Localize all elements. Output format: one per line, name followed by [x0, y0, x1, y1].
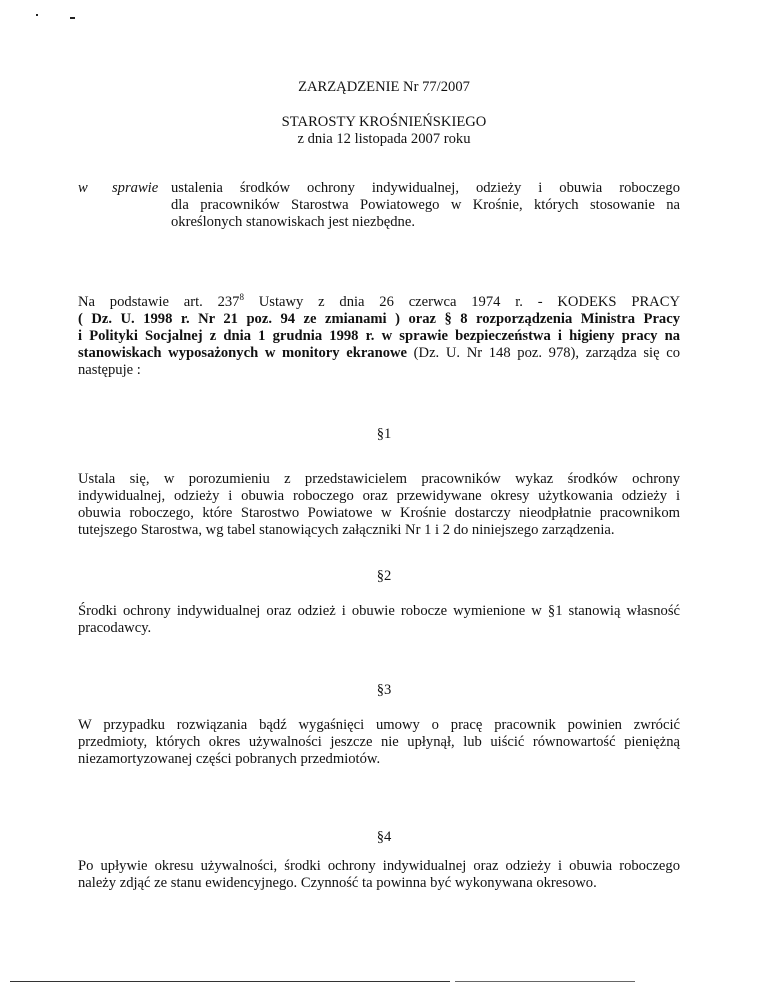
bottom-scan-line: [455, 981, 635, 982]
section-body: [78, 858, 680, 892]
legal-basis-line-3: i Polityki Socjalnej z dnia 1 grudnia 1998 r. w sprawie bezpieczeństwa i higieny pracy na: [78, 328, 680, 344]
document-issuer: STAROSTY KROŚNIEŃSKIEGO: [281, 114, 487, 130]
section-line: indywidualnej, odzieży i obuwia roboczego oraz przewidywane okresy użytkowania odzieży i: [78, 488, 680, 504]
subject-line: dla pracowników Starostwa Powiatowego w Krośnie, których stosowanie na: [171, 197, 680, 213]
legal-basis-line-5: następuje :: [78, 362, 141, 378]
section-line: Ustala się, w porozumieniu z przedstawicielem pracowników wykaz środków ochrony: [78, 471, 680, 487]
article-superscript: 8: [239, 292, 244, 302]
document-title: ZARZĄDZENIE Nr 77/2007: [298, 79, 470, 95]
section-line: przedmioty, których okres używalności jeszcze nie upłynął, lub uiścić równowartość pieniężną: [78, 734, 680, 750]
section-line: Środki ochrony indywidualnej oraz odzież i obuwie robocze wymienione w §1 stanowią własność: [78, 603, 680, 619]
section-line: niezamortyzowanej części pobranych przedmiotów.: [78, 751, 381, 767]
legal-basis-article: Na podstawie art. 237: [78, 294, 240, 310]
document-date: z dnia 12 listopada 2007 roku: [297, 131, 471, 147]
subject-prefix-sprawie: sprawie: [112, 180, 159, 196]
bottom-scan-line: [10, 981, 450, 982]
subject-line: określonych stanowiskach jest niezbędne.: [171, 214, 415, 230]
legal-basis-act: Ustawy z dnia 26 czerwca 1974 r. - KODEKS PRACY: [243, 294, 680, 310]
section-heading: §2: [376, 568, 392, 584]
section-body: [78, 471, 680, 539]
legal-basis: [78, 294, 680, 379]
legal-basis-line-1: [78, 294, 680, 311]
section-body: [78, 717, 680, 768]
section-line: Po upływie okresu używalności, środki ochrony indywidualnej oraz odzieży i obuwia roboczego: [78, 858, 680, 874]
subject-prefix-w: w: [78, 180, 88, 196]
legal-basis-line-4: [78, 345, 680, 362]
section-line: tutejszego Starostwa, wg tabel stanowiących załączniki Nr 1 i 2 do niniejszego zarządzenia.: [78, 522, 615, 538]
legal-basis-rest: (Dz. U. Nr 148 poz. 978), zarządza się co: [407, 345, 680, 361]
subject-text: [171, 180, 680, 231]
legal-basis-bold-part: stanowiskach wyposażonych w monitory ekranowe: [78, 345, 408, 361]
section-line: obuwia roboczego, które Starostwo Powiatowe w Krośnie dostarczy nieodpłatnie pracownikom: [78, 505, 680, 521]
section-line: należy zdjąć ze stanu ewidencyjnego. Czynność ta powinna być wykonywana okresowo.: [78, 875, 597, 891]
section-heading: §4: [376, 829, 392, 845]
section-line: W przypadku rozwiązania bądź wygaśnięci umowy o pracę pracownik powinien zwrócić: [78, 717, 680, 733]
section-heading: §1: [376, 426, 392, 442]
section-line: pracodawcy.: [78, 620, 152, 636]
subject-line: ustalenia środków ochrony indywidualnej, odzieży i obuwia roboczego: [171, 180, 680, 196]
legal-basis-line-2: ( Dz. U. 1998 r. Nr 21 poz. 94 ze zmianami ) oraz § 8 rozporządzenia Ministra Pracy: [78, 311, 680, 327]
scan-speck: [36, 14, 38, 16]
section-heading: §3: [376, 682, 392, 698]
section-body: [78, 603, 680, 637]
scan-speck: [70, 17, 75, 19]
